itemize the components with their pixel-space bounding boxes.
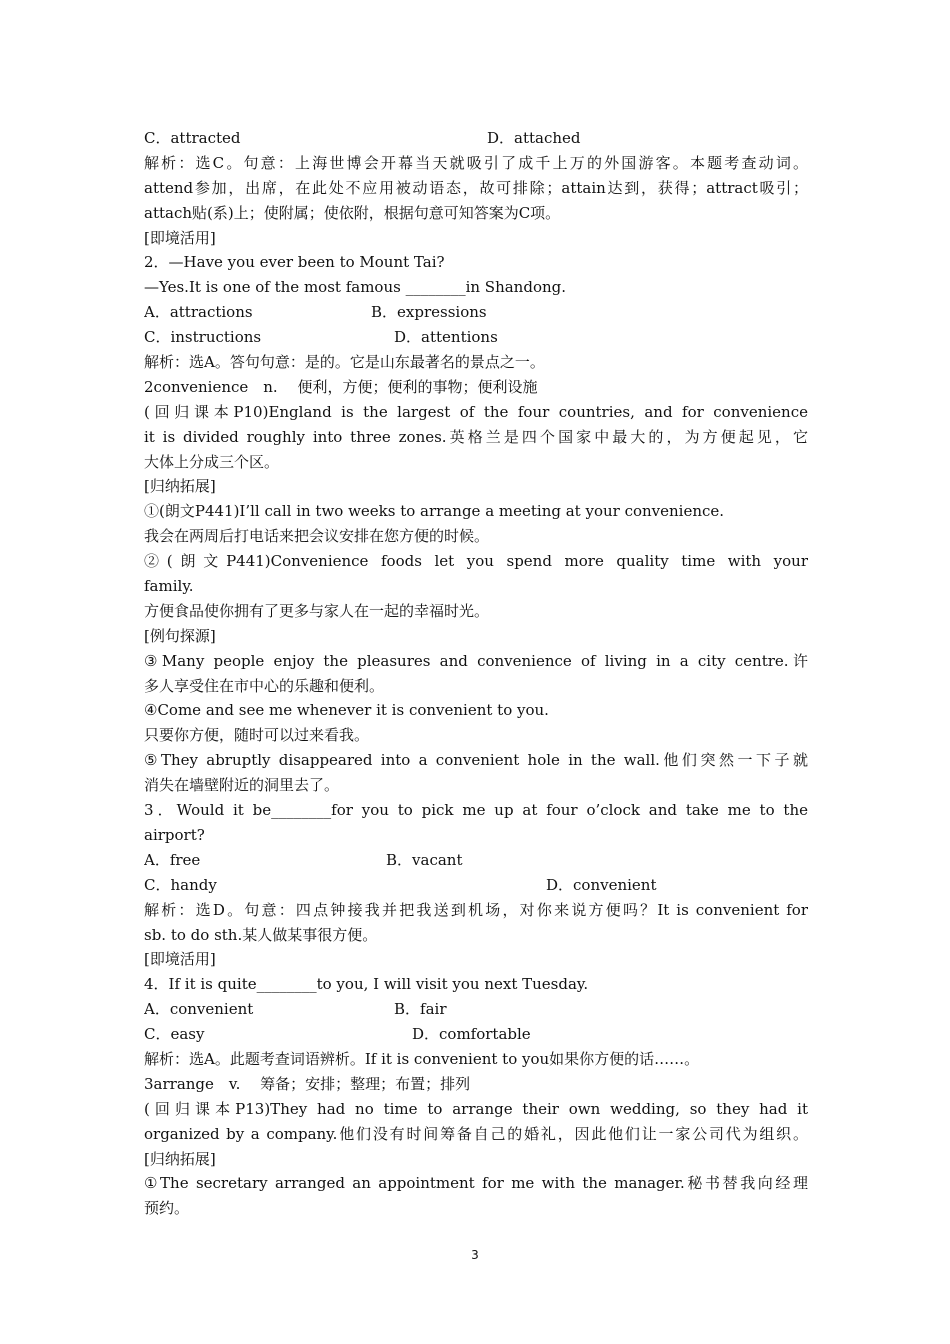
example-line: 方便食品使你拥有了更多与家人在一起的幸福时光。 — [144, 601, 490, 620]
option-b: B．vacant — [386, 850, 463, 869]
example-line: 只要你方便，随时可以过来看我。 — [144, 726, 370, 745]
option-b: B．fair — [394, 1000, 447, 1019]
section-heading: [例句探源] — [144, 626, 216, 645]
text-line: (回归课本P13)They had no time to arrange their own wedding, so they had it — [144, 1099, 808, 1118]
option-b: B．expressions — [371, 303, 487, 322]
example-line: 我会在两周后打电话来把会议安排在您方便的时候。 — [144, 527, 490, 546]
option-c: C．instructions — [144, 328, 262, 347]
section-heading: [即境活用] — [144, 950, 216, 969]
page-content — [144, 126, 808, 1221]
question-line: 2．—Have you ever been to Mount Tai? — [144, 253, 445, 272]
options-row — [144, 126, 808, 151]
analysis-line: 解析：选C。句意：上海世博会开幕当天就吸引了成千上万的外国游客。本题考查动词。 — [144, 153, 808, 172]
page-number: 3 — [471, 1248, 479, 1262]
vocab-heading: 3arrange v. 筹备；安排；整理；布置；排列 — [144, 1074, 471, 1093]
option-c: C．handy — [144, 875, 217, 894]
example-line: 多人享受住在市中心的乐趣和便利。 — [144, 676, 385, 695]
options-row — [144, 1022, 808, 1047]
text-line: 大体上分成三个区。 — [144, 452, 280, 471]
example-line: ①(朗文P441)I’ll call in two weeks to arrange a meeting at your convenience. — [144, 502, 725, 521]
analysis-line: attach贴(系)上；使附属；使依附，根据句意可知答案为C项。 — [144, 203, 561, 222]
question-line: 3．Would it be________for you to pick me up at four o’clock and take me to the — [144, 801, 808, 820]
options-row — [144, 873, 808, 898]
example-line: family. — [144, 577, 194, 596]
text-line: it is divided roughly into three zones.英格兰是四个国家中最大的，为方便起见，它 — [144, 427, 808, 446]
example-line: 预约。 — [144, 1199, 190, 1218]
analysis-line: attend参加，出席，在此处不应用被动语态，故可排除；attain达到，获得；attract吸引； — [144, 178, 808, 197]
analysis-line: 解析：选D。句意：四点钟接我并把我送到机场，对你来说方便吗？It is convenient for — [144, 900, 808, 919]
options-row — [144, 997, 808, 1022]
text-line: (回归课本P10)England is the largest of the four countries, and for convenience — [144, 402, 808, 421]
section-heading: [归纳拓展] — [144, 1149, 216, 1168]
section-heading: [即境活用] — [144, 228, 216, 247]
example-line: ①The secretary arranged an appointment for me with the manager.秘书替我向经理 — [144, 1174, 808, 1193]
options-row — [144, 325, 808, 350]
example-line: ②(朗文P441)Convenience foods let you spend more quality time with your — [144, 552, 808, 571]
analysis-line: 解析：选A。答句句意：是的。它是山东最著名的景点之一。 — [144, 353, 545, 372]
option-d: D．attached — [487, 129, 581, 147]
question-line: 4．If it is quite________to you, I will visit you next Tuesday. — [144, 975, 589, 994]
example-line: ⑤They abruptly disappeared into a convenient hole in the wall.他们突然一下子就 — [144, 751, 808, 770]
analysis-line: sb. to do sth.某人做某事很方便。 — [144, 925, 378, 944]
question-line: airport? — [144, 825, 205, 844]
options-row — [144, 848, 808, 873]
option-a: A．free — [144, 850, 201, 869]
option-a: A．convenient — [144, 1000, 254, 1019]
text-line: organized by a company.他们没有时间筹备自己的婚礼，因此他们让一家公司代为组织。 — [144, 1124, 808, 1143]
example-line: 消失在墙壁附近的洞里去了。 — [144, 776, 340, 795]
example-line: ④Come and see me whenever it is convenient to you. — [144, 701, 549, 720]
question-line: —Yes.It is one of the most famous ________in Shandong. — [144, 278, 566, 297]
options-row — [144, 300, 808, 325]
option-d: D．comfortable — [412, 1025, 531, 1044]
option-c: C．easy — [144, 1025, 205, 1044]
option-c: C．attracted — [144, 129, 241, 147]
option-d: D．attentions — [394, 328, 498, 347]
option-a: A．attractions — [144, 303, 253, 322]
section-heading: [归纳拓展] — [144, 477, 216, 496]
example-line: ③Many people enjoy the pleasures and convenience of living in a city centre.许 — [144, 651, 808, 670]
option-d: D．convenient — [546, 875, 657, 894]
vocab-heading: 2convenience n. 便利，方便；便利的事物；便利设施 — [144, 377, 538, 396]
analysis-line: 解析：选A。此题考查词语辨析。If it is convenient to you如果你方便的话……。 — [144, 1049, 700, 1068]
